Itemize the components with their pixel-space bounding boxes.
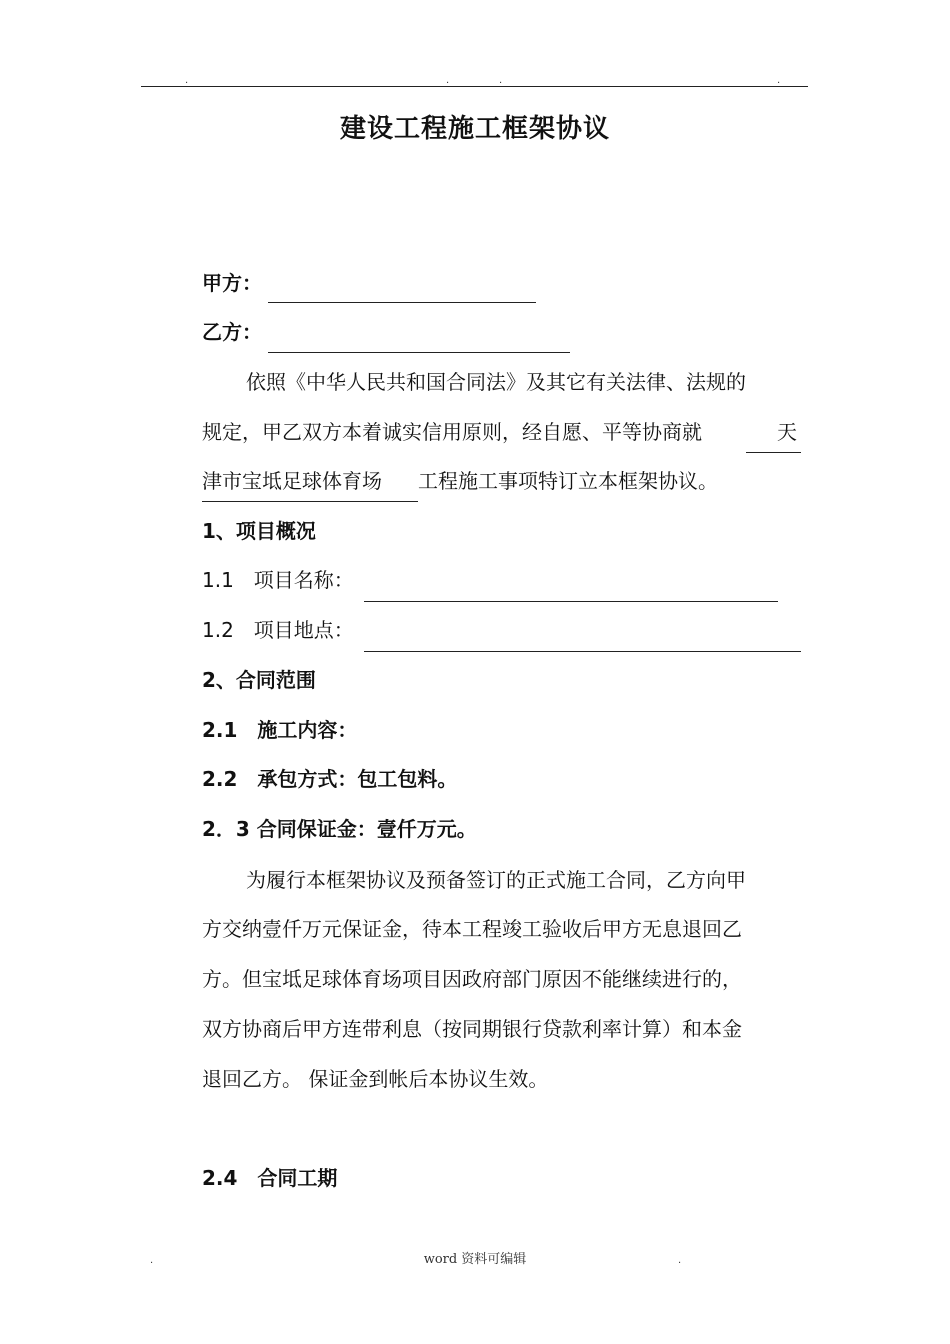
- intro-line-2: [202, 417, 702, 447]
- footer-dot: .: [678, 1255, 682, 1266]
- section-2-heading: 2、合同范围: [202, 668, 316, 692]
- party-b-label: 乙方：: [202, 320, 262, 344]
- deposit-paragraph-line: 双方协商后甲方连带利息（按同期银行贷款利率计算）和本金: [202, 1017, 742, 1041]
- header-dot: .: [446, 75, 450, 86]
- deposit-paragraph-line: 方。但宝坻足球体育场项目因政府部门原因不能继续进行的，: [202, 967, 742, 991]
- deposit-paragraph-line: 方交纳壹仟万元保证金，待本工程竣工验收后甲方无息退回乙: [202, 917, 742, 941]
- project-location-blank-line: [364, 651, 801, 652]
- project-name-label: 1.1 项目名称：: [202, 568, 354, 592]
- party-b-blank-line: [268, 352, 570, 353]
- section-1-heading: 1、项目概况: [202, 519, 316, 543]
- deposit-paragraph-line: 为履行本框架协议及预备签订的正式施工合同，乙方向甲: [246, 868, 746, 892]
- document-title: 建设工程施工框架协议: [339, 114, 610, 144]
- project-name-fill-start: 天: [777, 420, 797, 444]
- project-name-blank-line: [364, 601, 778, 602]
- header-dot: .: [185, 75, 189, 86]
- deposit-heading: 2．3 合同保证金：壹仟万元。: [202, 817, 477, 841]
- intro-line-1: 依照《中华人民共和国合同法》及其它有关法律、法规的: [246, 370, 746, 394]
- header-dot: .: [499, 75, 503, 86]
- party-a-blank-line: [268, 302, 536, 303]
- contract-method: 2.2 承包方式：包工包料。: [202, 767, 458, 791]
- fill-underline: [746, 452, 801, 453]
- fill-underline: [202, 501, 418, 502]
- footer-dot: .: [150, 1255, 154, 1266]
- footer-text: word 资料可编辑: [423, 1252, 527, 1267]
- header-rule: [141, 86, 808, 87]
- project-location-label: 1.2 项目地点：: [202, 618, 354, 642]
- construction-content-label: 2.1 施工内容：: [202, 718, 358, 742]
- deposit-paragraph-line: 退回乙方。 保证金到帐后本协议生效。: [202, 1067, 549, 1091]
- header-dot: .: [777, 75, 781, 86]
- intro-line-2-text: 规定，甲乙双方本着诚实信用原则，经自愿、平等协商就: [202, 420, 702, 444]
- contract-period-heading: 2.4 合同工期: [202, 1166, 338, 1190]
- party-a-label: 甲方：: [202, 271, 262, 295]
- project-name-fill: 津市宝坻足球体育场: [202, 469, 382, 493]
- intro-line-3-text: 工程施工事项特订立本框架协议。: [418, 469, 718, 493]
